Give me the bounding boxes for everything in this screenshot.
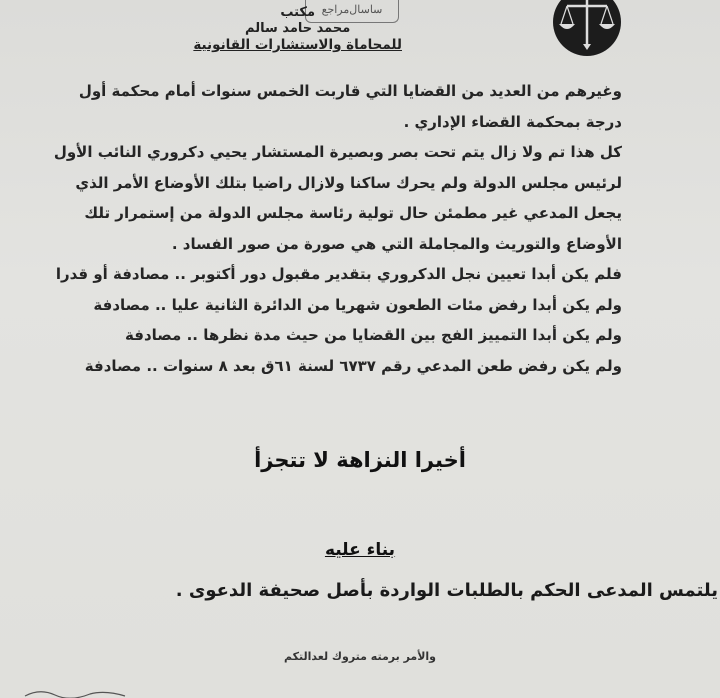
top-stamp: ساسا‌ل‌مراجع bbox=[305, 0, 399, 23]
body-line: فلم يكن أبدا تعيين نجل الدكروري بتقدير مقبول دور أكتوبر .. مصادفة أو قدرا bbox=[55, 265, 622, 283]
body-line: كل هذا تم ولا زال يتم تحت بصر وبصيرة المستشار يحيي دكروري النائب الأول bbox=[53, 143, 622, 161]
closing-text: والأمر برمته متروك لعدالتكم bbox=[283, 650, 437, 663]
body-line: يجعل المدعي غير مطمئن حال تولية رئاسة مجلس الدولة من إستمرار تلك bbox=[84, 204, 622, 222]
scales-of-justice-logo bbox=[545, 0, 627, 56]
request-text: يلتمس المدعى الحكم بالطلبات الواردة بأصل صحيفة الدعوى . bbox=[175, 580, 718, 601]
office-line: مكتب bbox=[280, 5, 316, 20]
body-line: ولم يكن أبدا رفض مئات الطعون شهريا من الدائرة الثانية عليا .. مصادفة bbox=[93, 295, 622, 314]
body-line: الأوضاع والتوريث والمجاملة التي هي صورة من صور الفساد . bbox=[171, 234, 622, 253]
body-text bbox=[22, 76, 622, 381]
section-heading: بناء عليه bbox=[324, 540, 396, 560]
body-line: ولم يكن أبدا التمييز الفج بين القضايا من حيث مدة نظرها .. مصادفة bbox=[125, 326, 622, 344]
body-line: لرئيس مجلس الدولة ولم يحرك ساكنا ولازال راضيا بتلك الأوضاع الأمر الذي bbox=[75, 173, 622, 192]
headline: أخيرا النزاهة لا تتجزأ bbox=[254, 448, 466, 472]
office-line: محمد حامد سالم bbox=[245, 21, 351, 36]
office-line: للمحاماة والاستشارات القانونية bbox=[193, 37, 402, 53]
body-line: وغيرهم من العديد من القضايا التي قاربت الخمس سنوات أمام محكمة أول bbox=[78, 82, 622, 100]
body-line: درجة بمحكمة القضاء الإداري . bbox=[403, 112, 622, 131]
signature-mark bbox=[20, 686, 130, 698]
office-header bbox=[193, 5, 402, 53]
body-line: ولم يكن رفض طعن المدعي رقم ٦٧٣٧ لسنة ٦١ق بعد ٨ سنوات .. مصادفة bbox=[84, 356, 622, 375]
